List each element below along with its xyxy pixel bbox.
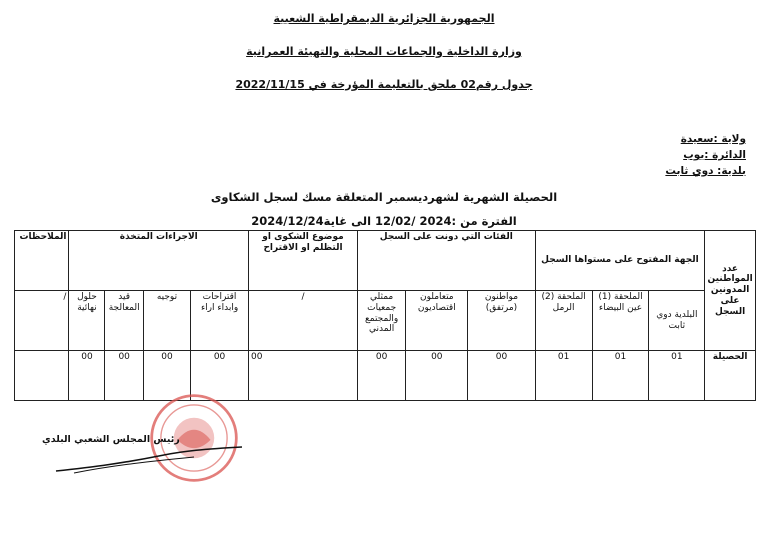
cell-guidance: 00 xyxy=(143,351,190,401)
subheader-economic: متعاملون اقتصاديون xyxy=(406,291,468,351)
cell-final: 00 xyxy=(69,351,105,401)
header-subject: موضوع الشكوى او التظلم او الاقتراح xyxy=(249,231,358,291)
commune-label: بلدية: دوي ثابت xyxy=(665,165,746,177)
header-notes: الملاحظات xyxy=(15,231,69,291)
subheader-processing: قيد المعالجة xyxy=(105,291,143,351)
subheader-guidance: توجيه xyxy=(143,291,190,351)
cell-subject: 00 xyxy=(249,351,358,401)
subheader-annex1: الملحقة (1) عين البيضاء xyxy=(592,291,649,351)
header-categories: الفئات التي دونت على السجل xyxy=(357,231,535,291)
signature-title: رئيس المجلس الشعبي البلدي xyxy=(42,434,180,445)
complaints-table xyxy=(14,230,756,401)
header-open-body: الجهة المفتوح على مستواها السجل xyxy=(535,231,705,291)
subheader-citizens: مواطنون (مرتفق) xyxy=(468,291,535,351)
cell-associations: 00 xyxy=(357,351,405,401)
subheader-final: حلول نهائية xyxy=(69,291,105,351)
cell-annex2: 01 xyxy=(535,351,592,401)
republic-title: الجمهورية الجزائرية الديمقراطية الشعبية xyxy=(273,12,495,25)
report-period: الفترة من :2024 /12/02 الى غاية2024/12/24 xyxy=(251,214,517,228)
report-title: الحصيلة الشهرية لشهرديسمبر المتعلقة مسك لسجل الشكاوى xyxy=(210,190,558,204)
header-citizens-count: عدد المواطنين المدونين على السجل xyxy=(705,231,756,351)
row-label: الحصيلة xyxy=(705,351,756,401)
wilaya-label: ولاية :سعيدة xyxy=(680,133,746,145)
notes-value: / xyxy=(15,291,69,351)
cell-suggestions: 00 xyxy=(191,351,249,401)
header-actions: الاجراءات المتخذة xyxy=(69,231,249,291)
cell-citizens: 00 xyxy=(468,351,535,401)
subheader-associations: ممثلي جمعيات والمجتمع المدني xyxy=(357,291,405,351)
cell-notes xyxy=(15,351,69,401)
subheader-suggestions: اقتراحات وابداء اراء xyxy=(191,291,249,351)
ministry-title: وزارة الداخلية والجماعات المحلية والتهيئة العمرانية xyxy=(246,45,522,58)
cell-processing: 00 xyxy=(105,351,143,401)
cell-municipality: 01 xyxy=(649,351,705,401)
table-reference: جدول رقم02 ملحق بالتعليمة المؤرخة في 2022/11/15 xyxy=(235,78,533,91)
subject-value: / xyxy=(249,291,358,351)
subheader-municipality: البلدية دوي ثابت xyxy=(649,291,705,351)
handwritten-signature-icon xyxy=(54,445,244,475)
cell-economic: 00 xyxy=(406,351,468,401)
daira-label: الدائرة :يوب xyxy=(683,149,746,161)
cell-annex1: 01 xyxy=(592,351,649,401)
subheader-annex2: الملحقة (2) الرمل xyxy=(535,291,592,351)
